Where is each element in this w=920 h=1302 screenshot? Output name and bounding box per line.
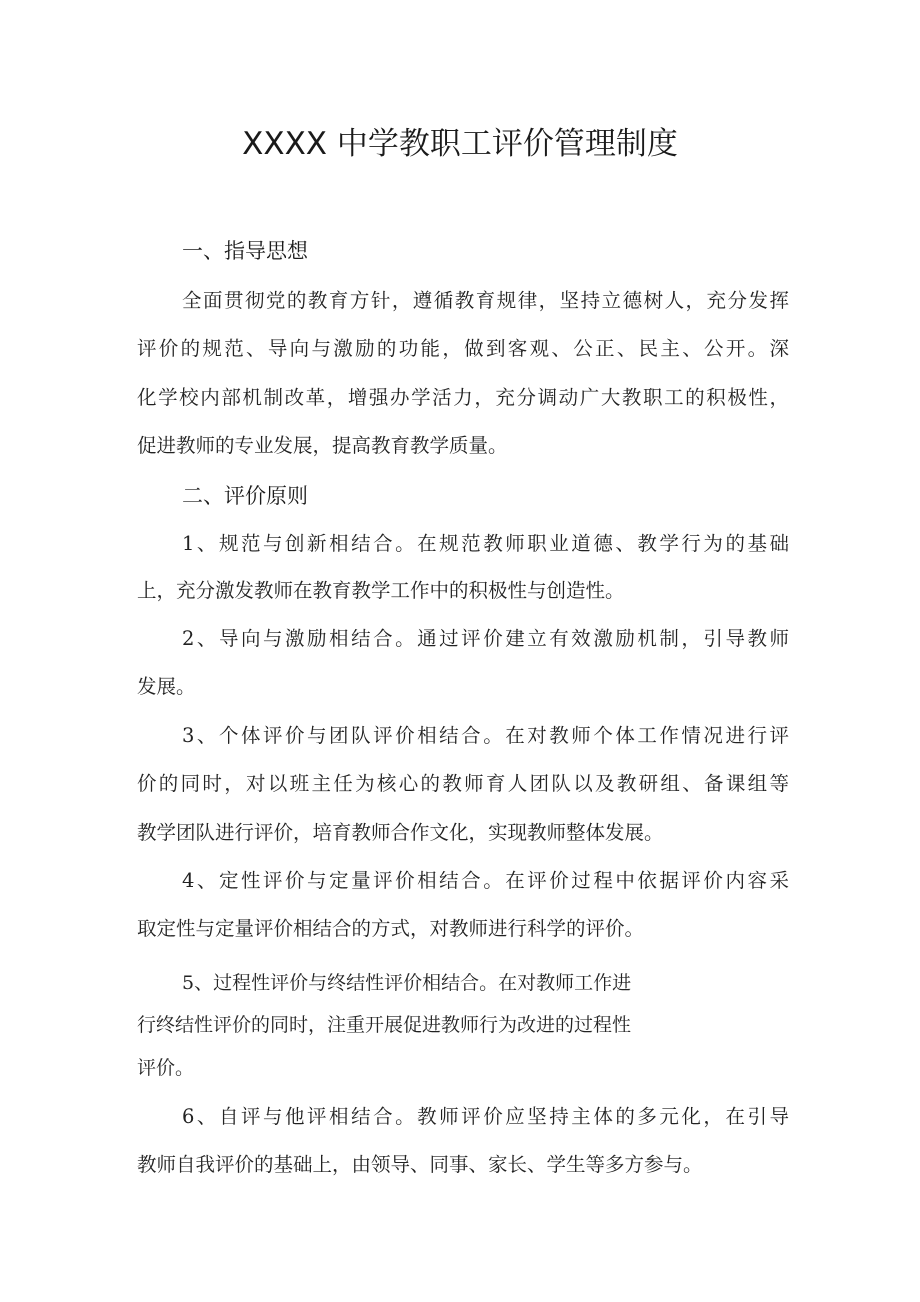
paragraph-line: 化学校内部机制改革，增强办学活力，充分调动广大教职工的积极性， [137, 386, 789, 409]
paragraph-line: 评价的规范、导向与激励的功能，做到客观、公正、民主、公开。深 [137, 337, 789, 360]
principle-line: 6、自评与他评相结合。教师评价应坚持主体的多元化，在引导 [182, 1105, 789, 1128]
principle-line: 1、规范与创新相结合。在规范教师职业道德、教学行为的基础 [182, 532, 789, 555]
principle-line: 教师自我评价的基础上，由领导、同事、家长、学生等多方参与。 [137, 1153, 703, 1176]
principle-line: 2、导向与激励相结合。通过评价建立有效激励机制，引导教师 [182, 627, 789, 650]
paragraph-line: 全面贯彻党的教育方针，遵循教育规律，坚持立德树人，充分发挥 [182, 289, 789, 312]
principle-line: 4、定性评价与定量评价相结合。在评价过程中依据评价内容采 [182, 869, 789, 892]
principle-line: 5、过程性评价与终结性评价相结合。在对教师工作进 [182, 972, 632, 994]
principle-line: 教学团队进行评价，培育教师合作文化，实现教师整体发展。 [137, 821, 664, 844]
principle-line: 评价。 [137, 1057, 195, 1079]
section-heading-guiding-ideology: 一、指导思想 [182, 239, 308, 263]
paragraph-line: 促进教师的专业发展，提高教育教学质量。 [137, 434, 508, 457]
principle-line: 发展。 [137, 675, 196, 698]
principle-line: 行终结性评价的同时，注重开展促进教师行为改进的过程性 [137, 1014, 632, 1036]
document-title: XXXX 中学教职工评价管理制度 [242, 126, 678, 162]
principle-line: 上，充分激发教师在教育教学工作中的积极性与创造性。 [137, 579, 625, 602]
section-heading-evaluation-principles: 二、评价原则 [182, 484, 308, 508]
principle-line: 3、个体评价与团队评价相结合。在对教师个体工作情况进行评 [182, 724, 789, 747]
principle-line: 价的同时，对以班主任为核心的教师育人团队以及教研组、备课组等 [137, 772, 789, 795]
principle-line: 取定性与定量评价相结合的方式，对教师进行科学的评价。 [137, 917, 645, 940]
